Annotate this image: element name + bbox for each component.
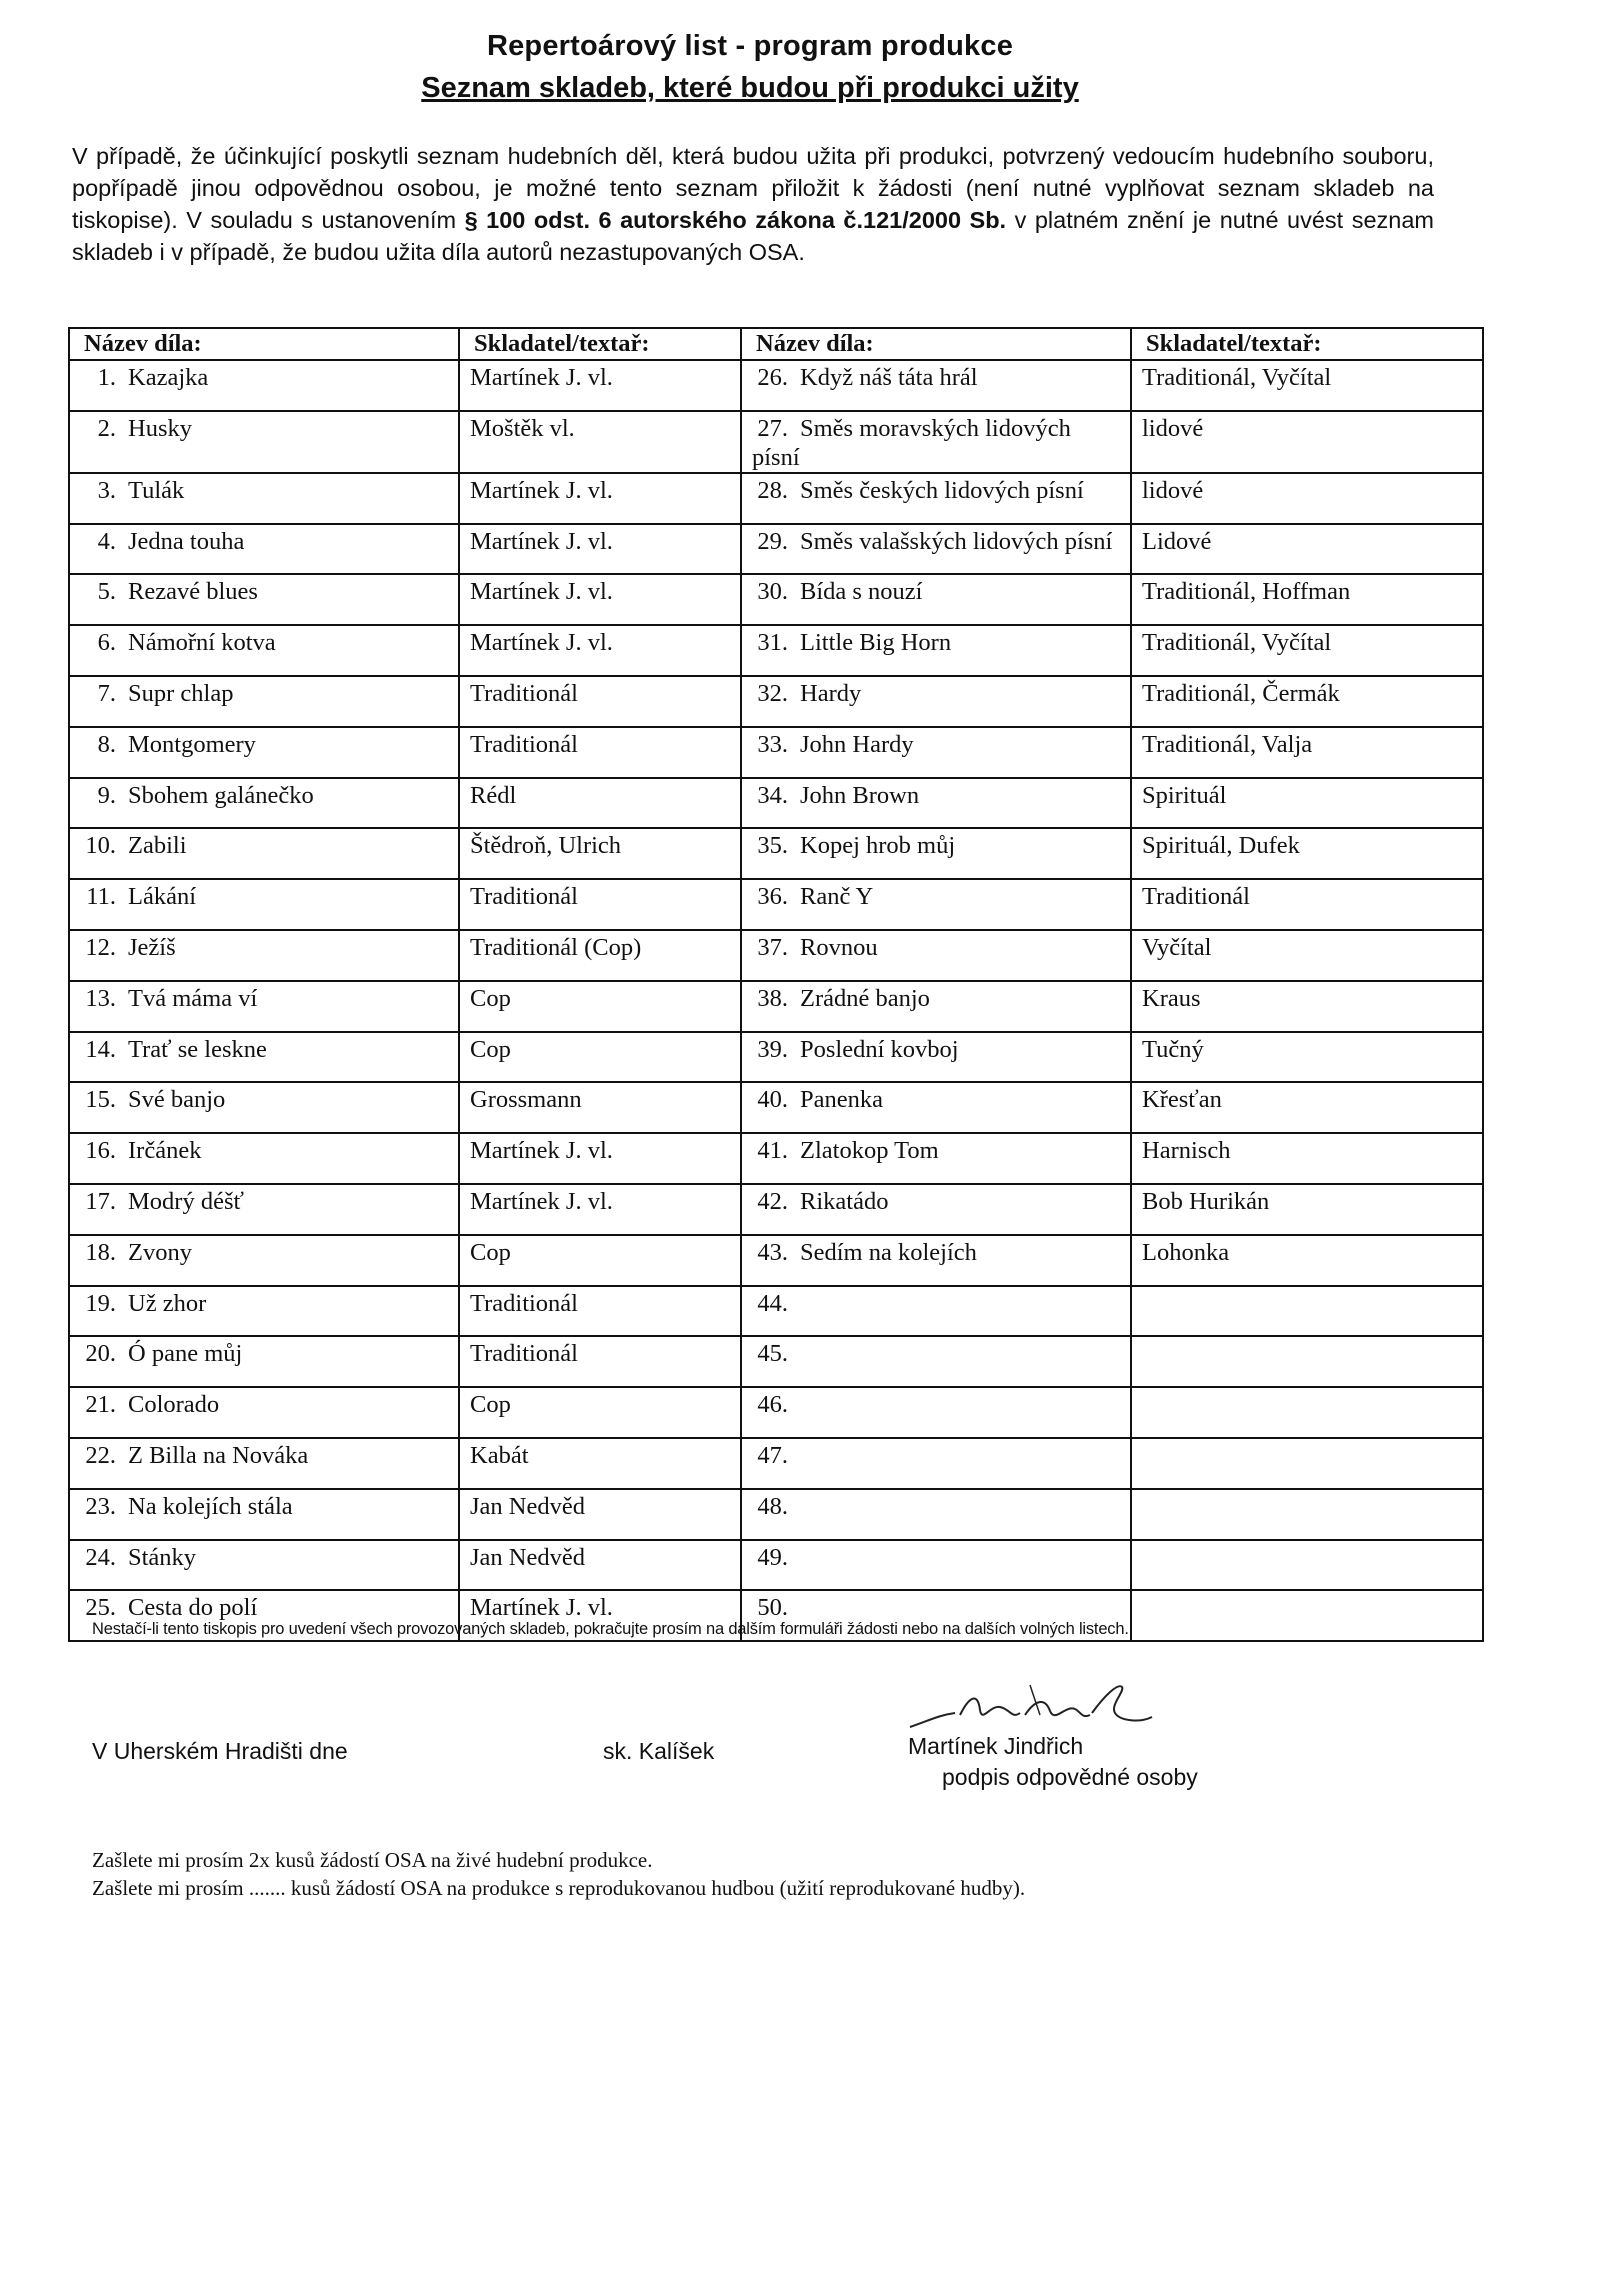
song-title: Směs valašských lidových písní xyxy=(800,527,1113,555)
song-title-cell-right xyxy=(741,625,1131,676)
song-title-cell-left xyxy=(69,574,459,625)
song-author-cell-right: Traditionál, Valja xyxy=(1131,727,1483,778)
song-number: 37. xyxy=(757,933,788,961)
song-author-cell-right xyxy=(1131,1540,1483,1591)
song-author-cell-right: Traditionál, Vyčítal xyxy=(1131,360,1483,411)
song-number: 5. xyxy=(97,578,116,606)
song-author-cell-right xyxy=(1131,1286,1483,1337)
table-row xyxy=(69,360,1483,411)
intro-paragraph xyxy=(72,140,1434,268)
song-title-cell-right xyxy=(741,360,1131,411)
song-title: Stánky xyxy=(128,1543,197,1571)
song-author-cell-right xyxy=(1131,1336,1483,1387)
song-author-cell-left: Cop xyxy=(459,1235,741,1286)
song-author-cell-right: Traditionál, Hoffman xyxy=(1131,574,1483,625)
song-title-cell-left xyxy=(69,1082,459,1133)
song-title: Zabili xyxy=(128,832,187,860)
song-title-cell-right xyxy=(741,411,1131,473)
song-title: Trať se leskne xyxy=(128,1035,267,1063)
song-number: 30. xyxy=(757,578,788,606)
song-title-cell-left xyxy=(69,1133,459,1184)
song-author-cell-right: Lidové xyxy=(1131,524,1483,575)
song-number: 45. xyxy=(757,1340,788,1368)
song-author-cell-right: lidové xyxy=(1131,473,1483,524)
song-author-cell-right: Traditionál, Čermák xyxy=(1131,676,1483,727)
song-number: 14. xyxy=(85,1035,116,1063)
song-number: 12. xyxy=(85,933,116,961)
song-author-cell-left: Martínek J. vl. xyxy=(459,1590,741,1641)
song-author-cell-left: Jan Nedvěd xyxy=(459,1540,741,1591)
song-author-cell-left: Traditionál xyxy=(459,676,741,727)
song-number: 49. xyxy=(757,1543,788,1571)
song-title-cell-left xyxy=(69,1489,459,1540)
song-number: 47. xyxy=(757,1441,788,1469)
song-title-cell-right xyxy=(741,676,1131,727)
song-title-cell-right xyxy=(741,879,1131,930)
song-number: 28. xyxy=(757,476,788,504)
song-number: 39. xyxy=(757,1035,788,1063)
song-title-cell-left xyxy=(69,676,459,727)
song-title-cell-right xyxy=(741,981,1131,1032)
footnote: Nestačí-li tento tiskopis pro uvedení všech provozovaných skladeb, pokračujte prosím na dalším formuláři žádosti nebo na dalších volných listech. xyxy=(92,1620,1129,1638)
song-title-cell-left xyxy=(69,411,459,473)
song-title-cell-left xyxy=(69,727,459,778)
song-title: Své banjo xyxy=(128,1086,226,1114)
song-author-cell-left: Cop xyxy=(459,1032,741,1083)
song-title-cell-left xyxy=(69,1387,459,1438)
song-number: 13. xyxy=(85,984,116,1012)
song-number: 25. xyxy=(85,1594,116,1622)
song-author-cell-left: Traditionál xyxy=(459,1286,741,1337)
song-title-cell-left xyxy=(69,524,459,575)
song-number: 1. xyxy=(97,364,116,391)
song-author-cell-left: Martínek J. vl. xyxy=(459,524,741,575)
song-title-cell-right xyxy=(741,727,1131,778)
song-author-cell-left: Traditionál xyxy=(459,879,741,930)
song-title: Rezavé blues xyxy=(128,578,258,606)
table-row xyxy=(69,981,1483,1032)
song-number: 32. xyxy=(757,679,788,707)
song-number: 41. xyxy=(757,1137,788,1165)
table-row xyxy=(69,879,1483,930)
request-line-reproduced: Zašlete mi prosím ....... kusů žádostí OSA na produkce s reprodukovanou hudbou (užití reprodukované hudby). xyxy=(92,1876,1026,1900)
song-title-cell-right xyxy=(741,1286,1131,1337)
song-title-cell-left xyxy=(69,1032,459,1083)
song-number: 9. xyxy=(97,781,116,809)
club-name: sk. Kalíšek xyxy=(603,1738,715,1764)
song-number: 38. xyxy=(757,984,788,1012)
song-title: Hardy xyxy=(800,679,862,707)
song-title-cell-left xyxy=(69,1235,459,1286)
song-title: Zrádné banjo xyxy=(800,984,930,1012)
song-title-cell-right xyxy=(741,1387,1131,1438)
song-author-cell-right: Vyčítal xyxy=(1131,930,1483,981)
table-header-row xyxy=(69,328,1483,360)
song-title: John Brown xyxy=(800,781,920,809)
header-author-left: Skladatel/textař: xyxy=(459,328,741,360)
song-title-cell-left xyxy=(69,1286,459,1337)
table-row xyxy=(69,411,1483,473)
song-title-cell-right xyxy=(741,1540,1131,1591)
song-number: 3. xyxy=(97,476,116,504)
table-row xyxy=(69,1438,1483,1489)
song-title: Už zhor xyxy=(128,1289,207,1317)
song-title-cell-right xyxy=(741,930,1131,981)
table-row xyxy=(69,1286,1483,1337)
song-author-cell-right: Lohonka xyxy=(1131,1235,1483,1286)
song-number: 34. xyxy=(757,781,788,809)
song-author-cell-right: Tučný xyxy=(1131,1032,1483,1083)
song-title-cell-right xyxy=(741,1032,1131,1083)
song-author-cell-right: Spirituál, Dufek xyxy=(1131,828,1483,879)
song-author-cell-left: Martínek J. vl. xyxy=(459,574,741,625)
song-author-cell-left: Jan Nedvěd xyxy=(459,1489,741,1540)
song-title: Sedím na kolejích xyxy=(800,1238,977,1266)
song-title: Little Big Horn xyxy=(800,629,952,657)
intro-law-reference: § 100 odst. 6 autorského zákona č.121/2000 Sb. xyxy=(464,207,1007,233)
song-title: Zvony xyxy=(128,1238,192,1266)
table-row xyxy=(69,727,1483,778)
song-author-cell-left: Traditionál xyxy=(459,1336,741,1387)
song-title: Bída s nouzí xyxy=(800,578,923,606)
song-author-cell-left: Traditionál (Cop) xyxy=(459,930,741,981)
song-title: Poslední kovboj xyxy=(800,1035,959,1063)
song-author-cell-left: Martínek J. vl. xyxy=(459,625,741,676)
song-title-cell-left xyxy=(69,473,459,524)
song-number: 24. xyxy=(85,1543,116,1571)
song-number: 2. xyxy=(97,414,116,442)
song-title: Cesta do polí xyxy=(128,1594,258,1622)
song-title: Rikatádo xyxy=(800,1187,889,1215)
song-author-cell-right: Traditionál, Vyčítal xyxy=(1131,625,1483,676)
song-title-cell-left xyxy=(69,930,459,981)
song-number: 10. xyxy=(85,832,116,860)
song-title-cell-right xyxy=(741,473,1131,524)
song-title-cell-left xyxy=(69,1184,459,1235)
song-number: 19. xyxy=(85,1289,116,1317)
document-subtitle: Seznam skladeb, které budou při produkci užity xyxy=(421,72,1079,104)
song-number: 29. xyxy=(757,527,788,555)
header-title-left: Název díla: xyxy=(69,328,459,360)
song-title-cell-right xyxy=(741,1489,1131,1540)
song-author-cell-left: Moštěk vl. xyxy=(459,411,741,473)
song-title-cell-left xyxy=(69,1540,459,1591)
song-number: 16. xyxy=(85,1137,116,1165)
song-title: Sbohem galánečko xyxy=(128,781,314,809)
signer-name: Martínek Jindřich xyxy=(908,1733,1084,1759)
table-row xyxy=(69,1082,1483,1133)
song-number: 42. xyxy=(757,1187,788,1215)
song-number: 8. xyxy=(97,730,116,758)
song-title-cell-left xyxy=(69,778,459,829)
song-title-cell-left xyxy=(69,981,459,1032)
table-row xyxy=(69,1540,1483,1591)
table-row xyxy=(69,1387,1483,1438)
song-number: 35. xyxy=(757,832,788,860)
song-number: 15. xyxy=(85,1086,116,1114)
place-date-label: V Uherském Hradišti dne xyxy=(92,1738,348,1764)
song-title: Z Billa na Nováka xyxy=(128,1441,309,1469)
song-author-cell-left: Cop xyxy=(459,981,741,1032)
song-title: Colorado xyxy=(128,1391,220,1419)
song-number: 43. xyxy=(757,1238,788,1266)
song-title: Směs moravských lidových písní xyxy=(752,414,1071,471)
song-title: Kopej hrob můj xyxy=(800,832,956,860)
song-number: 11. xyxy=(86,883,116,911)
song-author-cell-right: lidové xyxy=(1131,411,1483,473)
song-title: Kazajka xyxy=(128,364,209,391)
song-title: Námořní kotva xyxy=(128,629,276,657)
song-author-cell-left: Martínek J. vl. xyxy=(459,1133,741,1184)
song-number: 23. xyxy=(85,1492,116,1520)
song-number: 18. xyxy=(85,1238,116,1266)
song-title-cell-right xyxy=(741,1235,1131,1286)
song-title: Když náš táta hrál xyxy=(800,364,978,391)
song-title-cell-left xyxy=(69,879,459,930)
song-title: Husky xyxy=(128,414,192,442)
song-title-cell-right xyxy=(741,778,1131,829)
song-number: 36. xyxy=(757,883,788,911)
song-title-cell-right xyxy=(741,828,1131,879)
song-number: 46. xyxy=(757,1391,788,1419)
request-line-live: Zašlete mi prosím 2x kusů žádostí OSA na živé hudební produkce. xyxy=(92,1848,653,1872)
song-number: 27. xyxy=(757,414,788,442)
song-title: Tulák xyxy=(128,476,185,504)
table-row xyxy=(69,1184,1483,1235)
table-row xyxy=(69,1235,1483,1286)
table-row xyxy=(69,828,1483,879)
song-author-cell-right: Harnisch xyxy=(1131,1133,1483,1184)
song-title: Rovnou xyxy=(800,933,878,961)
song-number: 26. xyxy=(757,364,788,391)
song-author-cell-left: Martínek J. vl. xyxy=(459,360,741,411)
table-row xyxy=(69,625,1483,676)
table-row xyxy=(69,1032,1483,1083)
intro-text-2: v platném znění je nutné uvést seznam skladeb i v případě, že budou užita díla autorů nezastupovaných OSA. xyxy=(72,207,1434,265)
song-title: Lákání xyxy=(128,883,197,911)
song-number: 4. xyxy=(97,527,116,555)
header-title-right: Název díla: xyxy=(741,328,1131,360)
song-author-cell-right xyxy=(1131,1438,1483,1489)
table-row xyxy=(69,930,1483,981)
song-author-cell-right: Kraus xyxy=(1131,981,1483,1032)
song-author-cell-right: Křesťan xyxy=(1131,1082,1483,1133)
header-author-right: Skladatel/textař: xyxy=(1131,328,1483,360)
song-title: Na kolejích stála xyxy=(128,1492,293,1520)
song-title-cell-right xyxy=(741,1184,1131,1235)
song-author-cell-left: Traditionál xyxy=(459,727,741,778)
song-author-cell-left: Martínek J. vl. xyxy=(459,1184,741,1235)
song-title-cell-left xyxy=(69,360,459,411)
signer-role: podpis odpovědné osoby xyxy=(942,1764,1198,1790)
repertoire-table xyxy=(68,327,1484,1642)
song-title: Ježíš xyxy=(128,933,176,961)
song-title-cell-left xyxy=(69,625,459,676)
song-title-cell-right xyxy=(741,1438,1131,1489)
song-title: Irčánek xyxy=(128,1137,202,1165)
song-author-cell-left: Cop xyxy=(459,1387,741,1438)
song-title-cell-left xyxy=(69,828,459,879)
song-title: Montgomery xyxy=(128,730,256,758)
table-body xyxy=(69,360,1483,1641)
song-number: 7. xyxy=(97,679,116,707)
table-row xyxy=(69,473,1483,524)
song-title-cell-right xyxy=(741,1336,1131,1387)
song-title-cell-left xyxy=(69,1336,459,1387)
song-title-cell-left xyxy=(69,1438,459,1489)
table-row xyxy=(69,524,1483,575)
song-title: Zlatokop Tom xyxy=(800,1137,939,1165)
song-author-cell-right xyxy=(1131,1387,1483,1438)
table-row xyxy=(69,1336,1483,1387)
song-title: Supr chlap xyxy=(128,679,234,707)
song-author-cell-left: Štědroň, Ulrich xyxy=(459,828,741,879)
song-title-cell-right xyxy=(741,1082,1131,1133)
song-number: 31. xyxy=(757,629,788,657)
song-number: 21. xyxy=(85,1391,116,1419)
song-author-cell-right: Bob Hurikán xyxy=(1131,1184,1483,1235)
document-title: Repertoárový list - program produkce xyxy=(486,30,1014,62)
song-number: 48. xyxy=(757,1492,788,1520)
song-number: 44. xyxy=(757,1289,788,1317)
song-title: Panenka xyxy=(800,1086,883,1114)
song-number: 20. xyxy=(85,1340,116,1368)
intro-text-1: V případě, že účinkující poskytli seznam hudebních děl, která budou užita při produkci, potvrzený vedoucím hudebního souboru, popřípadě jinou odpovědnou osobou, je možné tento seznam přiložit k žádosti (není nutné vyplňovat seznam skladeb na tiskopise). V souladu s ustanovením xyxy=(72,143,1434,233)
song-title: Jedna touha xyxy=(128,527,245,555)
table-row xyxy=(69,574,1483,625)
table-row xyxy=(69,1133,1483,1184)
song-number: 22. xyxy=(85,1441,116,1469)
song-title: John Hardy xyxy=(800,730,914,758)
song-number: 40. xyxy=(757,1086,788,1114)
song-number: 50. xyxy=(757,1594,788,1622)
song-number: 17. xyxy=(85,1187,116,1215)
song-title: Směs českých lidových písní xyxy=(800,476,1084,504)
table-row xyxy=(69,1489,1483,1540)
song-number: 6. xyxy=(97,629,116,657)
song-title-cell-right xyxy=(741,524,1131,575)
song-author-cell-right: Spirituál xyxy=(1131,778,1483,829)
song-author-cell-left: Martínek J. vl. xyxy=(459,473,741,524)
song-title: Tvá máma ví xyxy=(128,984,258,1012)
song-author-cell-right: Traditionál xyxy=(1131,879,1483,930)
table-row xyxy=(69,778,1483,829)
song-author-cell-right xyxy=(1131,1489,1483,1540)
song-author-cell-left: Rédl xyxy=(459,778,741,829)
song-author-cell-left: Grossmann xyxy=(459,1082,741,1133)
table-row xyxy=(69,676,1483,727)
song-author-cell-left: Kabát xyxy=(459,1438,741,1489)
song-title-cell-right xyxy=(741,1133,1131,1184)
song-title: Ranč Y xyxy=(800,883,874,911)
song-title: Modrý déšť xyxy=(128,1187,244,1215)
song-number: 33. xyxy=(757,730,788,758)
song-title: Ó pane můj xyxy=(128,1340,243,1368)
song-title-cell-right xyxy=(741,574,1131,625)
